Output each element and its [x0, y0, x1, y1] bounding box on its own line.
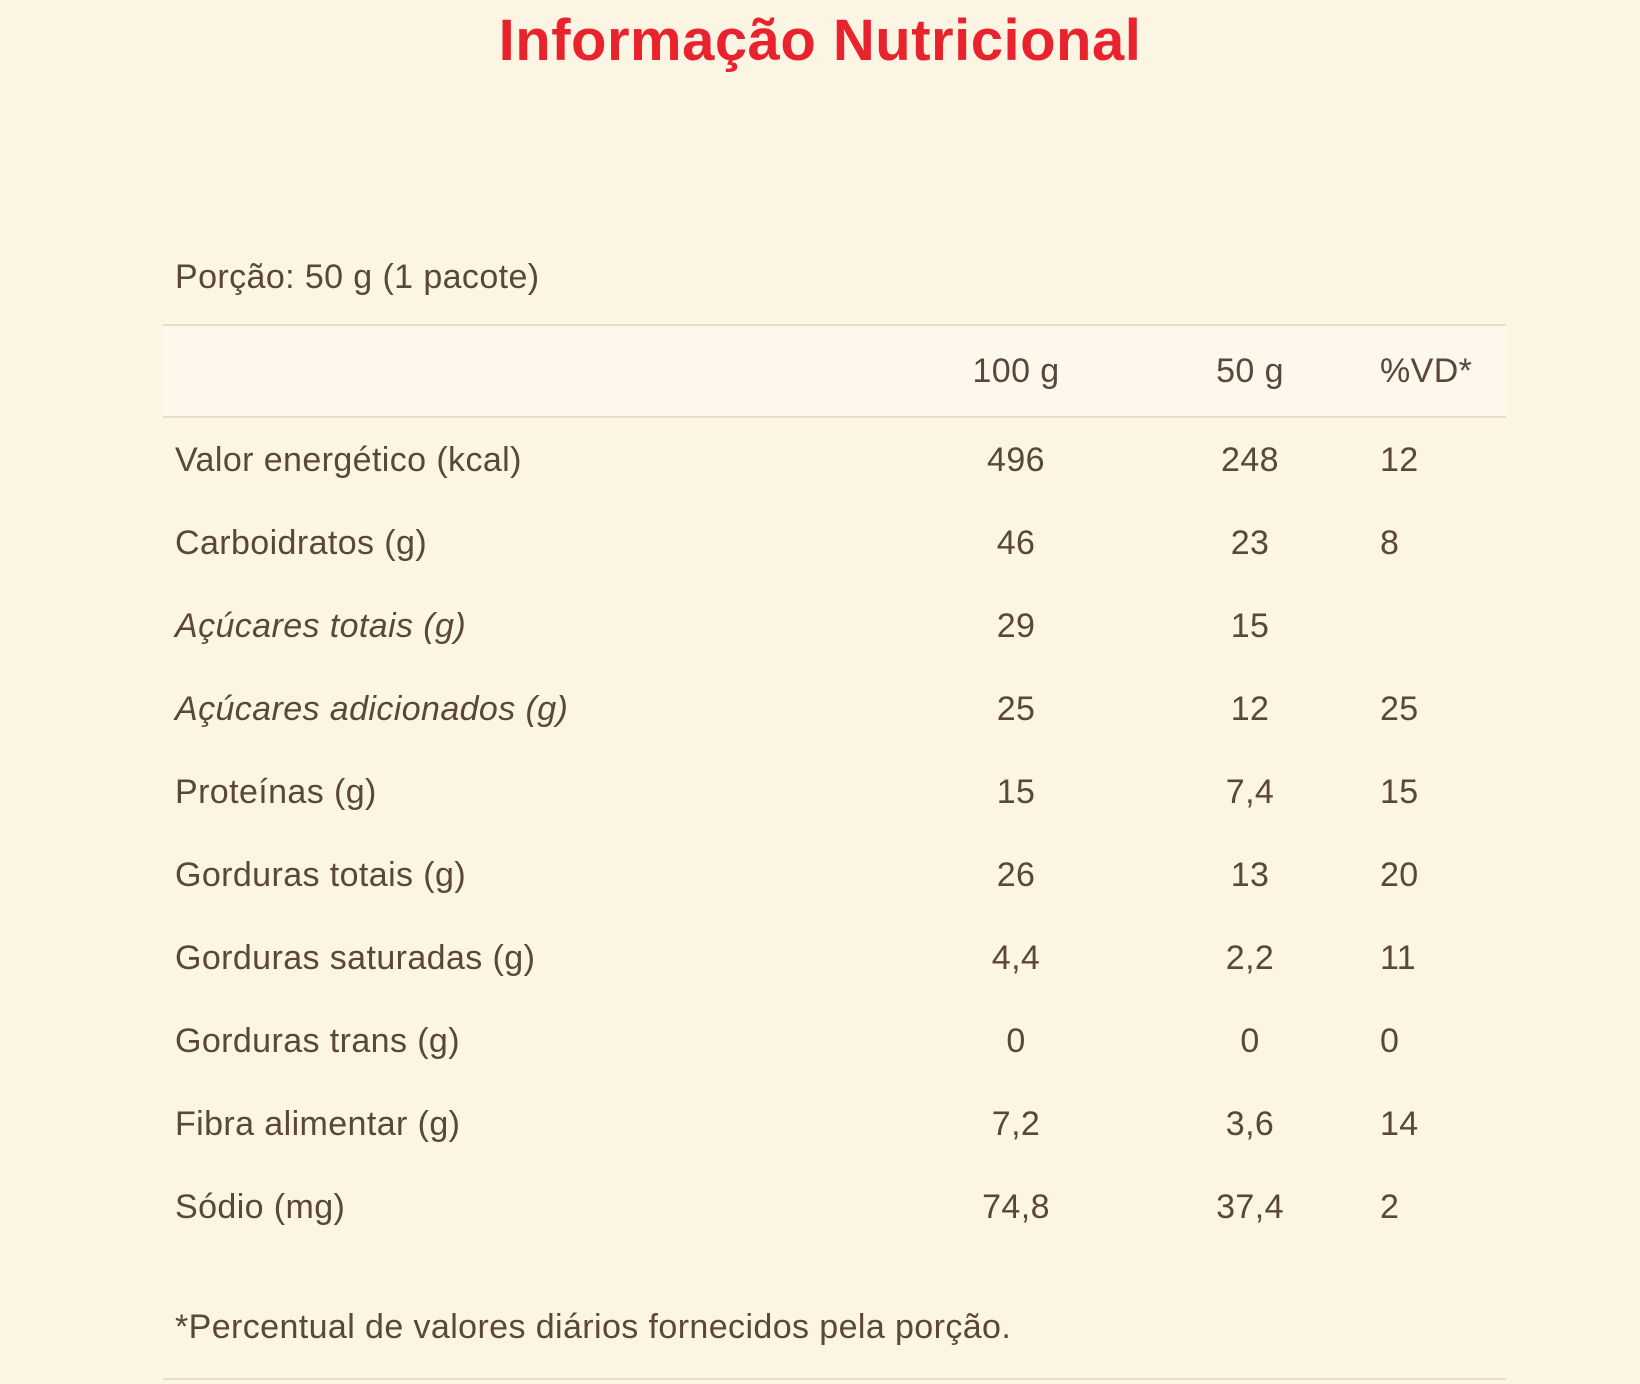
value-percent-dv: 8 — [1380, 523, 1400, 562]
nutrition-panel — [163, 6, 1506, 1380]
value-per-50g: 15 — [1230, 606, 1270, 645]
table-row — [163, 1165, 1506, 1248]
value-per-50g: 0 — [1240, 1021, 1260, 1060]
value-per-100g: 496 — [987, 440, 1045, 479]
value-per-100g: 7,2 — [991, 1104, 1041, 1143]
value-per-100g: 29 — [996, 606, 1036, 645]
value-per-100g: 74,8 — [982, 1187, 1050, 1226]
daily-value-footnote: *Percentual de valores diários fornecidos pela porção. — [175, 1308, 1012, 1346]
page-title: Informação Nutricional — [498, 8, 1142, 73]
value-percent-dv: 15 — [1380, 772, 1419, 811]
value-per-50g: 248 — [1221, 440, 1279, 479]
value-per-50g: 2,2 — [1225, 938, 1275, 977]
value-per-50g: 3,6 — [1225, 1104, 1275, 1143]
table-row — [163, 750, 1506, 833]
table-header-row — [163, 324, 1506, 418]
nutrient-label: Proteínas (g) — [175, 772, 377, 811]
bottom-divider — [163, 1378, 1506, 1380]
nutrition-table — [163, 324, 1506, 1380]
nutrient-label: Sódio (mg) — [175, 1187, 346, 1226]
table-body — [163, 418, 1506, 1248]
value-percent-dv: 0 — [1380, 1021, 1400, 1060]
table-row — [163, 833, 1506, 916]
value-percent-dv: 12 — [1380, 440, 1419, 479]
nutrient-label: Açúcares totais (g) — [175, 606, 467, 645]
value-per-100g: 46 — [996, 523, 1036, 562]
value-per-100g: 4,4 — [991, 938, 1041, 977]
value-percent-dv: 14 — [1380, 1104, 1419, 1143]
value-percent-dv: 2 — [1380, 1187, 1400, 1226]
value-per-50g: 13 — [1230, 855, 1270, 894]
value-per-100g: 25 — [996, 689, 1036, 728]
table-row — [163, 418, 1506, 501]
value-percent-dv: 25 — [1380, 689, 1419, 728]
value-percent-dv: 11 — [1380, 938, 1417, 977]
nutrition-label-page — [0, 6, 1640, 1384]
table-row — [163, 999, 1506, 1082]
nutrient-label: Valor energético (kcal) — [175, 440, 522, 479]
nutrient-label: Açúcares adicionados (g) — [175, 689, 569, 728]
nutrient-label: Fibra alimentar (g) — [175, 1104, 461, 1143]
serving-size-text: Porção: 50 g (1 pacote) — [175, 258, 540, 296]
value-per-50g: 23 — [1230, 523, 1270, 562]
nutrient-label: Gorduras trans (g) — [175, 1021, 460, 1060]
value-per-50g: 12 — [1230, 689, 1270, 728]
column-header-percent-dv: %VD* — [1380, 352, 1473, 390]
value-per-100g: 15 — [996, 772, 1036, 811]
table-row — [163, 916, 1506, 999]
column-header-per-100g: 100 g — [972, 352, 1060, 390]
nutrient-label: Gorduras saturadas (g) — [175, 938, 536, 977]
value-per-100g: 0 — [1006, 1021, 1026, 1060]
nutrient-label: Carboidratos (g) — [175, 523, 428, 562]
table-row — [163, 501, 1506, 584]
nutrient-label: Gorduras totais (g) — [175, 855, 467, 894]
table-row — [163, 584, 1506, 667]
table-row — [163, 1082, 1506, 1165]
value-per-50g: 7,4 — [1225, 772, 1275, 811]
column-header-per-50g: 50 g — [1216, 352, 1284, 390]
value-per-50g: 37,4 — [1216, 1187, 1284, 1226]
table-row — [163, 667, 1506, 750]
value-per-100g: 26 — [996, 855, 1036, 894]
value-percent-dv: 20 — [1380, 855, 1419, 894]
